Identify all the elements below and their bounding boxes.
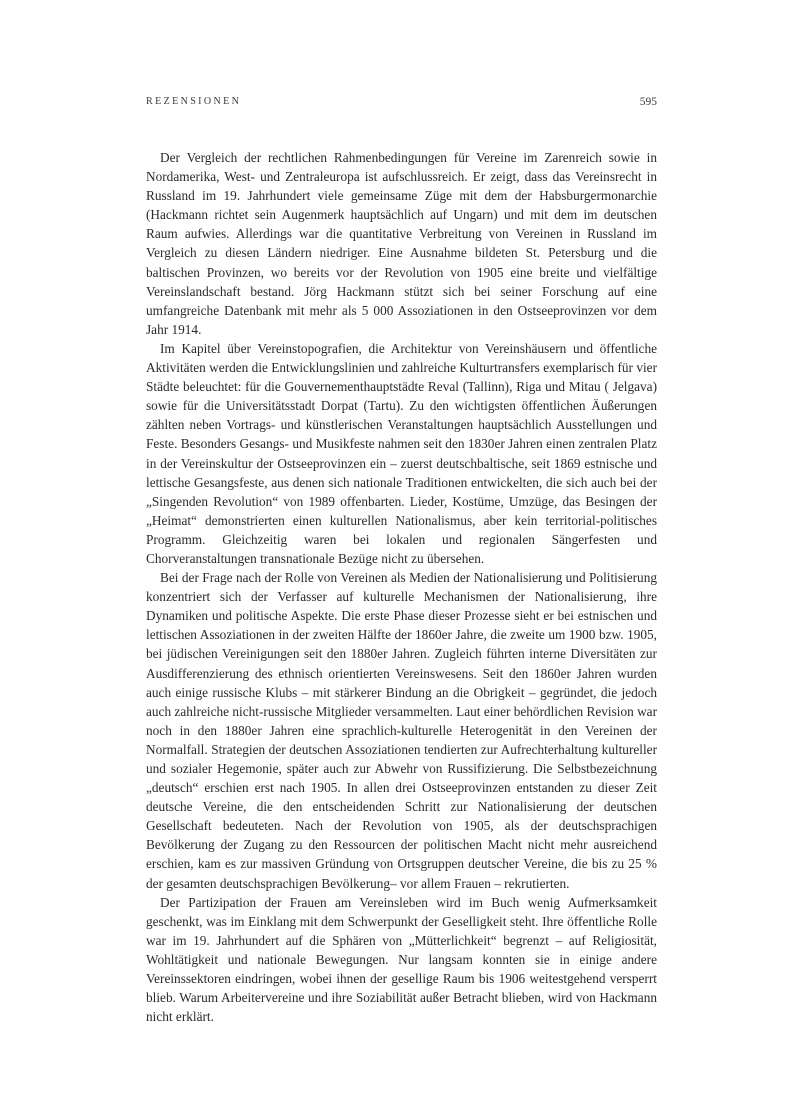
paragraph: Der Vergleich der rechtlichen Rahmenbedingungen für Vereine im Zarenreich sowie in Nordamerika, West- und Zentraleuropa ist aufschlussreich. Er zeigt, dass das Vereinsrecht in Russland im 19. Jahrhundert viele gemeinsame Züge mit dem der Habsburgermonarchie (Hackmann richtet sein Augenmerk hauptsächlich auf Ungarn) und mit dem im deutschen Raum aufwies. Allerdings war die quantitative Verbreitung von Vereinen in Russland im Vergleich zu diesen Ländern niedriger. Eine Ausnahme bildeten St. Petersburg und die baltischen Provinzen, wo bereits vor der Revolution von 1905 eine breite und vielfältige Vereinslandschaft bestand. Jörg Hackmann stützt sich bei seiner Forschung auf eine umfangreiche Datenbank mit mehr als 5 000 Assoziationen in den Ostseeprovinzen vor dem Jahr 1914. xyxy=(146,150,657,337)
running-head xyxy=(146,96,657,112)
paragraph: Im Kapitel über Vereinstopografien, die Architektur von Vereinshäusern und öffentliche Aktivitäten werden die Entwicklungslinien und zahlreiche Kulturtransfers exemplarisch für vier Städte beleuchtet: für die Gouvernementhauptstädte Reval (Tallinn), Riga und Mitau ( Jelgava) sowie für die Universitätsstadt Dorpat (Tartu). Zu den wichtigsten öffentlichen Äußerungen zählten neben Vortrags- und künstlerischen Veranstaltungen hauptsächlich Ausstellungen und Feste. Besonders Gesangs- und Musikfeste nahmen seit den 1830er Jahren einen zentralen Platz in der Vereinskultur der Ostseeprovinzen ein – zuerst deutschbaltische, seit 1869 estnische und lettische Gesangsfeste, aus denen sich nationale Traditionen entwickelten, die sich auch bei der „Singenden Revolution“ von 1989 offenbarten. Lieder, Kostüme, Umzüge, das Besingen der „Heimat“ demonstrierten einen kulturellen Nationalismus, aber kein territorial-politisches Programm. Gleichzeitig waren bei lokalen und regionalen Sängerfesten und Chorveranstaltungen transnationale Bezüge nicht zu übersehen. xyxy=(146,340,657,566)
page-number: 595 xyxy=(639,96,657,108)
paragraph: Der Partizipation der Frauen am Vereinsleben wird im Buch wenig Aufmerksamkeit geschenkt, was im Einklang mit dem Schwerpunkt der Geselligkeit steht. Ihre öffentliche Rolle war im 19. Jahrhundert auf die Sphären von „Mütterlichkeit“ begrenzt – auf Religiosität, Wohltätigkeit und nationale Bewegungen. Nur langsam konnten sie in einige andere Vereinssektoren eindringen, wobei ihnen der gesellige Raum bis 1906 weitestgehend versperrt blieb. Warum Arbeitervereine und ihre Soziabilität außer Betracht blieben, wird von Hackmann nicht erklärt. xyxy=(146,894,657,1025)
paragraph: Bei der Frage nach der Rolle von Vereinen als Medien der Nationalisierung und Politisierung konzentriert sich der Verfasser auf kulturelle Mechanismen der Nationalisierung, ihre Dynamiken und politische Aspekte. Die erste Phase dieser Prozesse sieht er bei estnischen und lettischen Assoziationen in der zweiten Hälfte der 1860er Jahre, die zweite um 1900 bzw. 1905, bei jüdischen Vereinigungen seit den 1880er Jahren. Zugleich führten interne Diversitäten zur Ausdifferenzierung des ethnisch orientierten Vereinswesens. Seit den 1860er Jahren wurden auch einige russische Klubs – mit stärkerer Bindung an die Obrigkeit – gegründet, die jedoch auch zahlreiche nicht-russische Mitglieder versammelten. Laut einer behördlichen Revision war noch in den 1880er Jahren eine sprachlich-kulturelle Heterogenität in den Vereinen der Normalfall. Strategien der deutschen Assoziationen tendierten zur Aufrechterhaltung kultureller und sozialer Hegemonie, später auch zur Abwehr von Russifizierung. Die Selbstbezeichnung „deutsch“ erschien erst nach 1905. In allen drei Ostseeprovinzen entstanden zu dieser Zeit deutsche Vereine, die den entscheidenden Schritt zur Nationalisierung der deutschen Gesellschaft bedeuteten. Nach der Revolution von 1905, als der deutschsprachigen Bevölkerung der Zugang zu den Ressourcen der politischen Macht nicht mehr ausreichend erschien, kam es zur massiven Gründung von Ortsgruppen deutscher Vereine, die bis zu 25 % der gesamten deutschsprachigen Bevölkerung– vor allem Frauen – rekrutierten. xyxy=(146,570,658,891)
review-body xyxy=(146,148,657,1026)
running-head-title: REZENSIONEN xyxy=(146,96,242,107)
